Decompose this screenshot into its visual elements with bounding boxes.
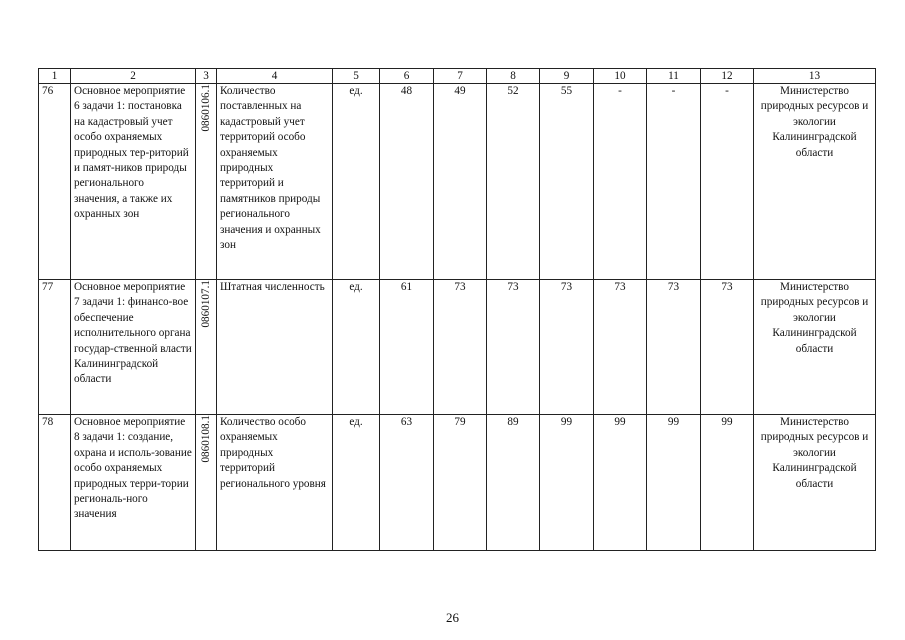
code-cell: [196, 415, 217, 551]
value-7: 49: [434, 84, 487, 280]
col-header: 6: [380, 69, 434, 84]
value-11: 73: [647, 280, 701, 415]
value-10: 99: [594, 415, 647, 551]
value-8: 73: [487, 280, 540, 415]
col-header: 9: [540, 69, 594, 84]
value-6: 63: [380, 415, 434, 551]
indicator-name: Штатная численность: [217, 280, 333, 415]
value-10: -: [594, 84, 647, 280]
value-11: -: [647, 84, 701, 280]
value-8: 89: [487, 415, 540, 551]
value-12: 99: [701, 415, 754, 551]
value-7: 73: [434, 280, 487, 415]
table-row: [39, 280, 876, 415]
indicator-table: [38, 68, 876, 551]
indicator-name: Количество поставленных на кадастровый учет территорий особо охраняемых природных территорий и памятников природы регионального значения и охранных зон: [217, 84, 333, 280]
responsible-org: Министерство природных ресурсов и экологии Калининградской области: [754, 280, 876, 415]
col-header: 11: [647, 69, 701, 84]
responsible-org: Министерство природных ресурсов и экологии Калининградской области: [754, 415, 876, 551]
col-header: 1: [39, 69, 71, 84]
activity-name: Основное мероприятие 7 задачи 1: финансо-вое обеспечение исполнительного органа государ-ственной власти Калининградской области: [71, 280, 196, 415]
unit: ед.: [333, 84, 380, 280]
value-9: 99: [540, 415, 594, 551]
value-7: 79: [434, 415, 487, 551]
col-header: 2: [71, 69, 196, 84]
row-number: 76: [39, 84, 71, 280]
value-9: 73: [540, 280, 594, 415]
row-number: 77: [39, 280, 71, 415]
value-10: 73: [594, 280, 647, 415]
value-6: 61: [380, 280, 434, 415]
table-row: [39, 415, 876, 551]
col-header: 12: [701, 69, 754, 84]
value-11: 99: [647, 415, 701, 551]
budget-code: 0860108.1: [200, 415, 212, 463]
col-header: 4: [217, 69, 333, 84]
code-cell: [196, 280, 217, 415]
col-header: 7: [434, 69, 487, 84]
value-12: -: [701, 84, 754, 280]
col-header: 10: [594, 69, 647, 84]
value-8: 52: [487, 84, 540, 280]
budget-code: 0860107.1: [200, 280, 212, 328]
col-header: 13: [754, 69, 876, 84]
page-number: 26: [446, 610, 459, 625]
value-12: 73: [701, 280, 754, 415]
indicator-name: Количество особо охраняемых природных территорий регионального уровня: [217, 415, 333, 551]
unit: ед.: [333, 280, 380, 415]
code-cell: [196, 84, 217, 280]
col-header: 5: [333, 69, 380, 84]
budget-code: 0860106.1: [200, 84, 212, 132]
activity-name: Основное мероприятие 8 задачи 1: создание, охрана и исполь-зование особо охраняемых природных терри-тории региональ-ного значения: [71, 415, 196, 551]
col-header: 3: [196, 69, 217, 84]
table-row: [39, 84, 876, 280]
responsible-org: Министерство природных ресурсов и экологии Калининградской области: [754, 84, 876, 280]
value-6: 48: [380, 84, 434, 280]
activity-name: Основное мероприятие 6 задачи 1: постановка на кадастровый учет особо охраняемых природных тер-риторий и памят-ников природы регионального значения, а также их охранных зон: [71, 84, 196, 280]
unit: ед.: [333, 415, 380, 551]
header-row: [39, 69, 876, 84]
row-number: 78: [39, 415, 71, 551]
value-9: 55: [540, 84, 594, 280]
col-header: 8: [487, 69, 540, 84]
